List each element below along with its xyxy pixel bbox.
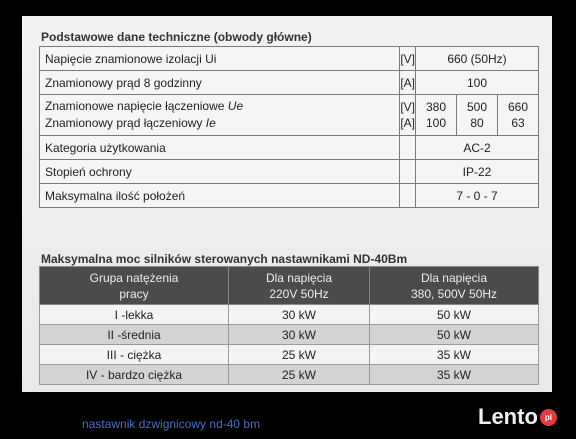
group-cell: III - ciężka <box>40 345 229 365</box>
group-cell: IV - bardzo ciężka <box>40 365 229 385</box>
voltage-value: 380 <box>425 100 447 114</box>
row-value: 660 (50Hz) <box>416 47 539 71</box>
logo-text: Lento <box>478 404 538 429</box>
symbol-ie: Ie <box>205 116 216 130</box>
power-380-cell: 50 kW <box>370 305 539 325</box>
symbol-ue: Ue <box>227 99 244 113</box>
table-row <box>40 71 539 95</box>
current-value: 100 <box>425 116 447 130</box>
section1-title: Podstawowe dane techniczne (obwody główne) <box>41 30 312 44</box>
row-value: AC-2 <box>416 136 539 160</box>
table-row <box>40 325 539 345</box>
table-row <box>40 365 539 385</box>
power-380-cell: 50 kW <box>370 325 539 345</box>
header-line: 220V 50Hz <box>269 286 329 301</box>
unit-v: [V] <box>400 100 415 114</box>
power-220-cell: 25 kW <box>229 345 370 365</box>
table-row <box>40 305 539 325</box>
row-value: 100 <box>416 71 539 95</box>
row-unit <box>400 136 416 160</box>
header-line: Grupa natężenia <box>89 270 179 285</box>
label-voltage: Znamionowe napięcie łączeniowe <box>45 99 225 113</box>
table-row <box>40 95 539 136</box>
header-line: Dla napięcia <box>420 270 488 285</box>
power-220-cell: 30 kW <box>229 305 370 325</box>
header-380v <box>370 267 539 305</box>
row-unit <box>400 184 416 208</box>
power-220-cell: 25 kW <box>229 365 370 385</box>
technical-data-table <box>39 46 539 208</box>
table-row <box>40 345 539 365</box>
row-label: Maksymalna ilość położeń <box>40 184 400 208</box>
row-unit: [A] <box>400 71 416 95</box>
power-220-cell: 30 kW <box>229 325 370 345</box>
header-line: Dla napięcia <box>265 270 333 285</box>
group-cell: I -lekka <box>40 305 229 325</box>
group-cell: II -średnia <box>40 325 229 345</box>
power-380-cell: 35 kW <box>370 365 539 385</box>
row-unit <box>400 95 416 136</box>
row-label: Kategoria użytkowania <box>40 136 400 160</box>
row-unit: [V] <box>400 47 416 71</box>
logo-badge: pl <box>540 409 557 426</box>
table-row <box>40 184 539 208</box>
value-col-1 <box>416 95 457 136</box>
lento-logo <box>478 404 557 430</box>
row-unit <box>400 160 416 184</box>
value-col-3 <box>498 95 539 136</box>
voltage-value: 500 <box>466 100 488 114</box>
current-value: 80 <box>470 116 484 130</box>
header-group <box>40 267 229 305</box>
motor-power-table <box>39 266 539 385</box>
table-row <box>40 47 539 71</box>
voltage-value: 660 <box>507 100 529 114</box>
row-value: IP-22 <box>416 160 539 184</box>
row-label: Napięcie znamionowe izolacji Ui <box>40 47 400 71</box>
row-label: Znamionowy prąd 8 godzinny <box>40 71 400 95</box>
header-row <box>40 267 539 305</box>
section2-title: Maksymalna moc silników sterowanych nastawnikami ND-40Bm <box>41 252 408 266</box>
value-col-2 <box>457 95 498 136</box>
row-label <box>40 95 400 136</box>
power-380-cell: 35 kW <box>370 345 539 365</box>
image-caption: nastawnik dzwignicowy nd-40 bm <box>82 417 261 431</box>
header-220v <box>229 267 370 305</box>
unit-a: [A] <box>400 116 415 130</box>
header-line: 380, 500V 50Hz <box>410 286 498 301</box>
label-current: Znamionowy prąd łączeniowy <box>45 116 203 130</box>
table-row <box>40 160 539 184</box>
table-row <box>40 136 539 160</box>
row-value: 7 - 0 - 7 <box>416 184 539 208</box>
datasheet <box>22 16 552 392</box>
current-value: 63 <box>511 116 525 130</box>
header-line: pracy <box>119 286 149 301</box>
row-label: Stopień ochrony <box>40 160 400 184</box>
